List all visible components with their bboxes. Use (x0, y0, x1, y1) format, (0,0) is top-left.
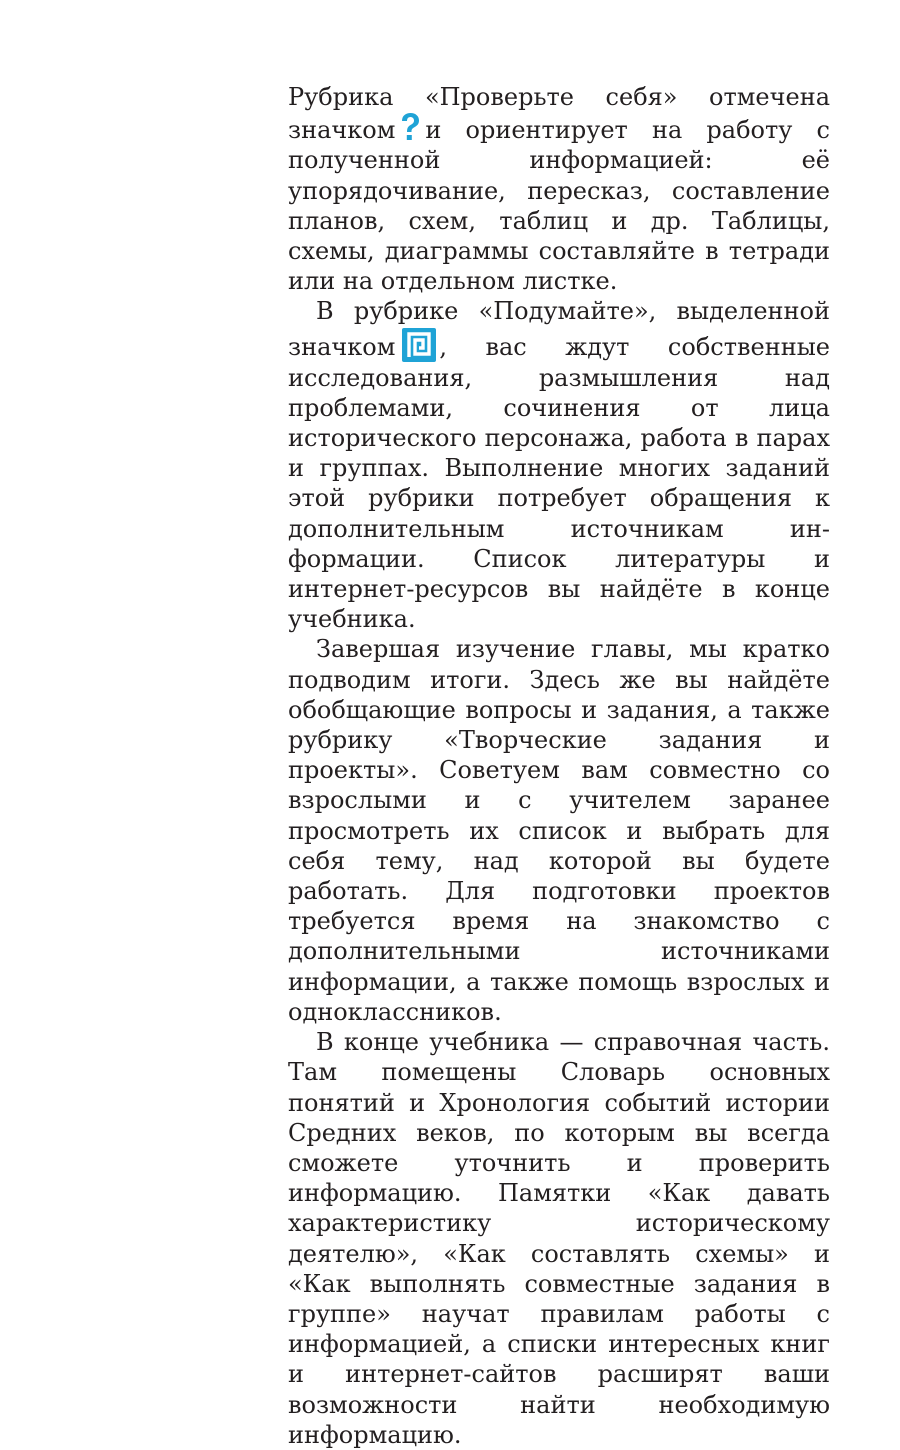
paragraph-text: В рубрике «Подумайте», выделенной значком (288, 297, 830, 361)
question-icon (399, 112, 421, 142)
paragraph-chapter-summary: Завершая изучение главы, мы кратко подводим итоги. Здесь же вы найдёте обобщающие вопросы и задания, а также рубрику «Творческие задания и проекты». Советуем вам совместно со взрослыми и с учителем заранее просмотреть их список и выбрать для себя тему, над которой вы будете работать. Для подготовки проектов требуется время на знакомство с дополнительными источниками информации, а также помощь взрослых и одноклассников. (288, 635, 830, 1026)
paragraph-text: Рубрика «Проверьте себя» отмечена значком (288, 83, 830, 145)
paragraph-text: , вас ждут собственные исследования, размышления над проблемами, сочинения от лица исторического персонажа, работа в парах и группах. Выполнение многих заданий этой рубрики потребует обращения к дополнительным источникам информации. Список литературы и интернет-ресурсов вы найдёте в конце учебника. (288, 332, 830, 634)
think-meander-icon (401, 327, 437, 363)
paragraph-text: и ориентирует на работу с полученной информацией: её упорядочивание, пересказ, составление планов, схем, таблиц и др. Таблицы, схемы, диаграммы составляйте в тетради или на отдельном листке. (288, 116, 830, 296)
paragraph-reference-section: В конце учебника — справочная часть. Там помещены Словарь основных понятий и Хронология событий истории Средних веков, по которым вы всегда сможете уточнить и проверить информацию. Памятки «Как давать характеристику историческому деятелю», «Как составлять схемы» и «Как выполнять совместные задания в группе» научат правилам работы с информацией, а списки интересных книг и интернет-сайтов расширят ваши возможности найти необходимую информацию. (288, 1028, 830, 1449)
textbook-page (288, 82, 830, 1450)
paragraph-think (288, 296, 830, 634)
paragraph-check-yourself (288, 82, 830, 296)
